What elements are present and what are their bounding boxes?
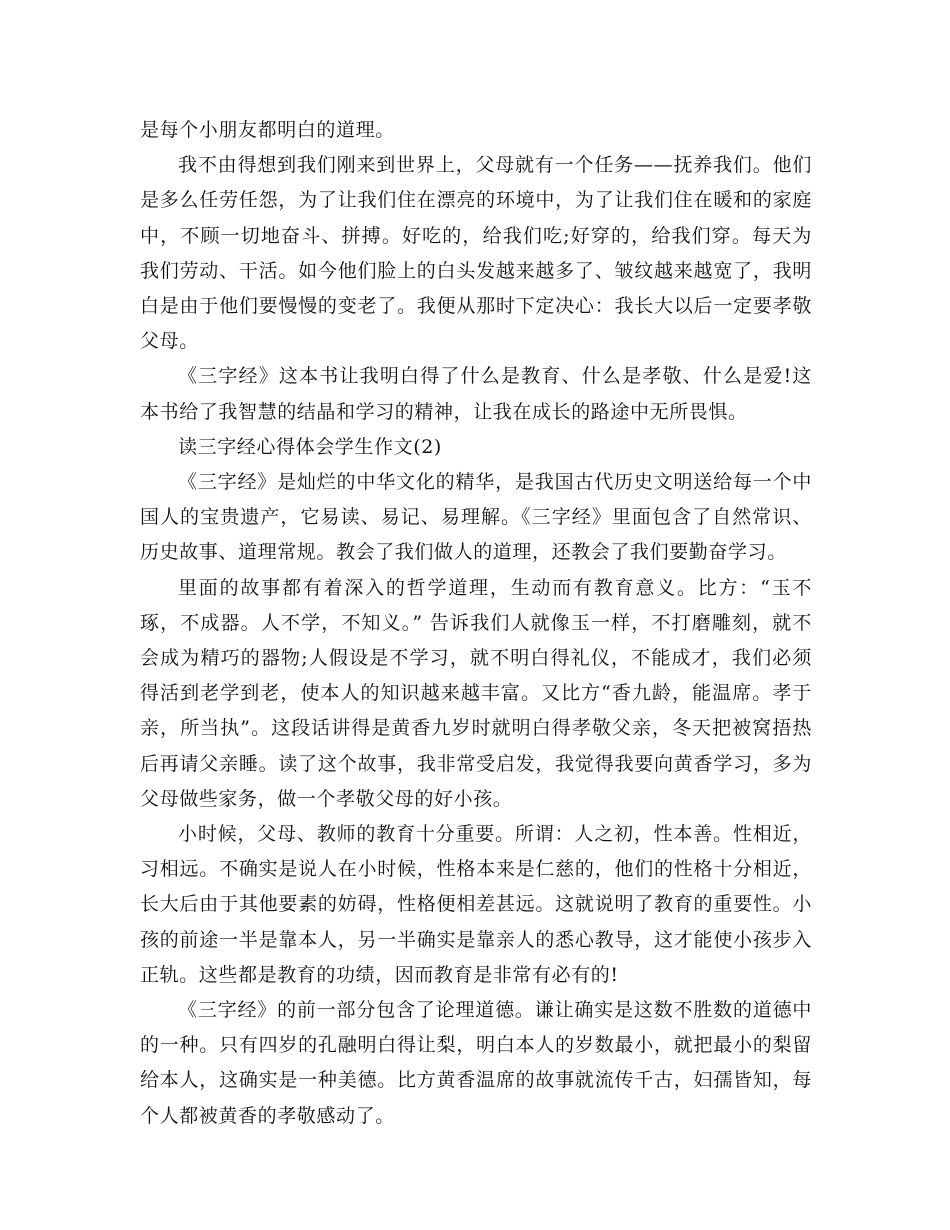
paragraph-1: 是每个小朋友都明白的道理。 [140,119,395,141]
document-page [140,113,812,1134]
paragraph-7: 小时候，父母、教师的教育十分重要。所谓：人之初，性本善。性相近，习相远。不确实是说人在小时候，性格本来是仁慈的，他们的性格十分相近，长大后由于其他要素的妨碍，性格便相差甚远。这就说明了教育的重要性。小孩的前途一半是靠本人，另一半确实是靠亲人的悉心教导，这才能使小孩步入正轨。这些都是教育的功绩，因而教育是非常有必有的! [140,823,812,986]
section-heading: 读三字经心得体会学生作文(2) [178,435,442,458]
paragraph-5: 《三字经》是灿烂的中华文化的精华，是我国古代历史文明送给每一个中国人的宝贵遗产，它易读、易记、易理解。《三字经》里面包含了自然常识、历史故事、道理常规。教会了我们做人的道理，还教会了我们要勤奋学习。 [140,471,812,564]
paragraph-2: 我不由得想到我们刚来到世界上，父母就有一个任务——抚养我们。他们是多么任劳任怨，为了让我们住在漂亮的环境中，为了让我们住在暖和的家庭中，不顾一切地奋斗、拼搏。好吃的，给我们吃;好穿的，给我们穿。每天为我们劳动、干活。如今他们脸上的白头发越来越多了、皱纹越来越宽了，我明白是由于他们要慢慢的变老了。我便从那时下定决心：我长大以后一定要孝敬父母。 [140,154,812,353]
paragraph-6: 里面的故事都有着深入的哲学道理，生动而有教育意义。比方：“玉不琢，不成器。人不学，不知义。” 告诉我们人就像玉一样，不打磨雕刻，就不会成为精巧的器物;人假设是不学习，就不明白得礼仪，不能成才，我们必须得活到老学到老，使本人的知识越来越丰富。又比方“香九龄，能温席。孝于亲，所当执”。这段话讲得是黄香九岁时就明白得孝敬父亲，冬天把被窝捂热后再请父亲睡。读了这个故事，我非常受启发，我觉得我要向黄香学习，多为父母做些家务，做一个孝敬父母的好小孩。 [140,576,812,810]
paragraph-3: 《三字经》这本书让我明白得了什么是教育、什么是孝敬、什么是爱!这本书给了我智慧的结晶和学习的精神，让我在成长的路途中无所畏惧。 [140,365,812,423]
paragraph-8: 《三字经》的前一部分包含了论理道德。谦让确实是这数不胜数的道德中的一种。只有四岁的孔融明白得让梨，明白本人的岁数最小，就把最小的梨留给本人，这确实是一种美德。比方黄香温席的故事就流传千古，妇孺皆知，每个人都被黄香的孝敬感动了。 [140,999,812,1127]
